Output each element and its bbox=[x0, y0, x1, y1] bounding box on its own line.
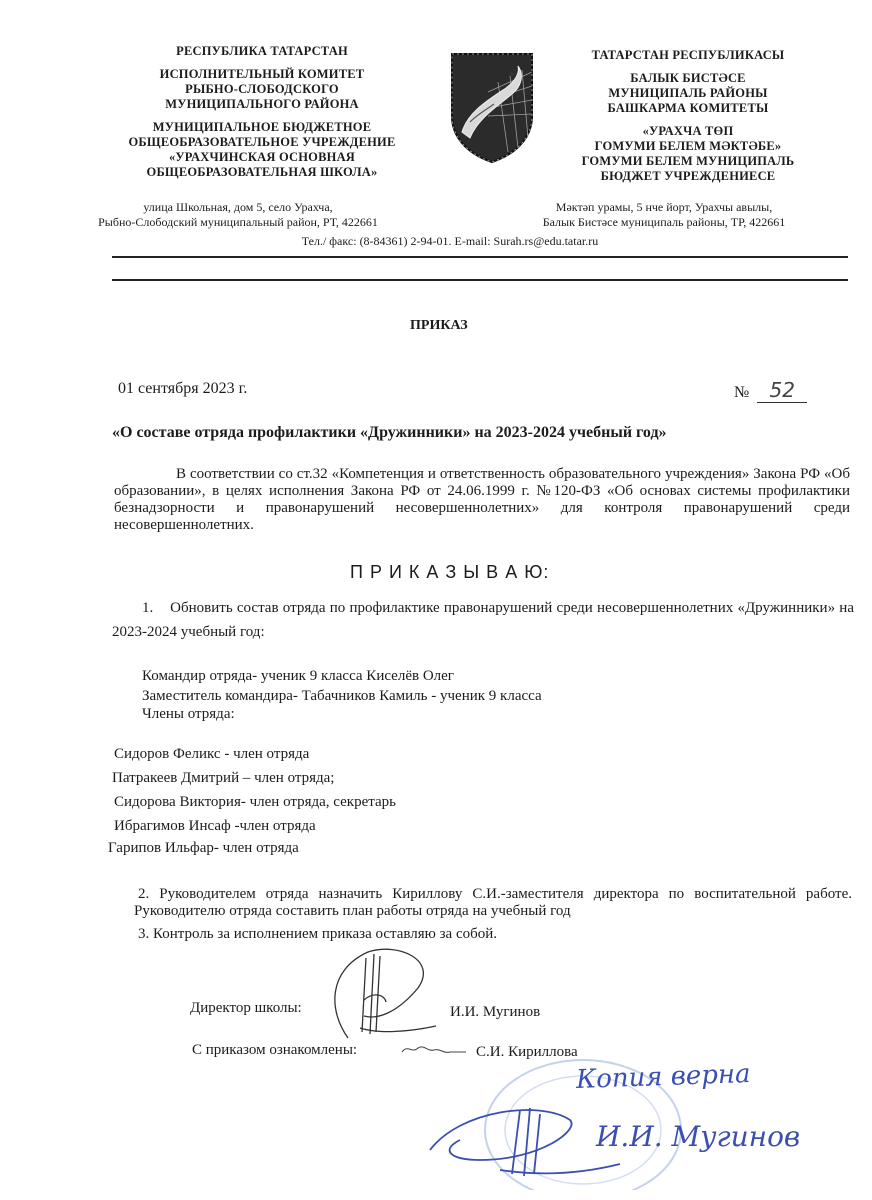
republic-name-ru: РЕСПУБЛИКА ТАТАРСТАН bbox=[176, 44, 348, 58]
item-1-text: Обновить состав отряда по профилактике правонарушений среди несовершеннолетних «Дружинники» на 2023-2024 учебный год: bbox=[112, 600, 854, 640]
institution-tt-line-4: БЮДЖЕТ УЧРЕЖДЕНИЕСЕ bbox=[600, 169, 776, 183]
document-type: ПРИКАЗ bbox=[410, 318, 468, 333]
committee-line-2: РЫБНО-СЛОБОДСКОГО bbox=[185, 82, 339, 96]
order-number bbox=[734, 378, 807, 403]
member-row: Ибрагимов Инсаф -член отряда bbox=[114, 818, 316, 834]
address-right-line-2: Балык Бистәсе муниципаль районы, ТР, 422661 bbox=[542, 215, 786, 229]
committee-tt-line-2: МУНИЦИПАЛЬ РАЙОНЫ bbox=[608, 86, 768, 100]
institution-tt-line-2: ГОМУМИ БЕЛЕМ МӘКТӘБЕ» bbox=[594, 139, 782, 153]
order-date: 01 сентября 2023 г. bbox=[118, 380, 248, 397]
address-left-line-1: улица Школьная, дом 5, село Урахча, bbox=[143, 200, 333, 214]
header-left bbox=[112, 44, 412, 180]
institution-tt-line-1: «УРАХЧА ТӨП bbox=[642, 124, 734, 138]
number-sign: № bbox=[734, 384, 750, 401]
familiarized-name: С.И. Кириллова bbox=[476, 1044, 578, 1060]
institution-line-4: ОБЩЕОБРАЗОВАТЕЛЬНАЯ ШКОЛА» bbox=[146, 165, 378, 179]
item-2-paragraph: 2. Руководителем отряда назначить Кириллову С.И.-заместителя директора по воспитательной работе. Руководителю отряда составить план работы отряда на учебный год bbox=[134, 886, 852, 919]
member-row: Сидорова Виктория- член отряда, секретарь bbox=[114, 794, 396, 810]
committee-tt-line-3: БАШКАРМА КОМИТЕТЫ bbox=[607, 101, 769, 115]
deputy-line: Заместитель командира- Табачников Камиль - ученик 9 класса bbox=[142, 688, 542, 704]
committee-line-1: ИСПОЛНИТЕЛЬНЫЙ КОМИТЕТ bbox=[159, 67, 365, 81]
committee-line-3: МУНИЦИПАЛЬНОГО РАЙОНА bbox=[165, 97, 359, 111]
header-divider-top bbox=[112, 256, 848, 258]
item-1-number: 1. bbox=[142, 600, 154, 616]
copy-certified-note: Копия верна bbox=[575, 1058, 752, 1096]
institution-tt-line-3: ГОМУМИ БЕЛЕМ МУНИЦИПАЛЬ bbox=[581, 154, 795, 168]
commander-line: Командир отряда- ученик 9 класса Киселёв Олег bbox=[142, 668, 454, 684]
header-right bbox=[518, 48, 858, 184]
address-right bbox=[494, 200, 834, 230]
item-1 bbox=[112, 596, 854, 644]
address-left-line-2: Рыбно-Слободский муниципальный район, РТ, 422661 bbox=[98, 215, 378, 229]
contacts-line: Тел./ факс: (8-84361) 2-94-01. E-mail: Surah.rs@edu.tatar.ru bbox=[301, 234, 599, 248]
header-divider-bottom bbox=[112, 279, 848, 281]
director-signature-image bbox=[268, 940, 468, 1050]
member-row: Патракеев Дмитрий – член отряда; bbox=[112, 770, 335, 786]
institution-line-3: «УРАХЧИНСКАЯ ОСНОВНАЯ bbox=[168, 150, 356, 164]
handwritten-number: 52 bbox=[757, 378, 807, 403]
director-label: Директор школы: bbox=[190, 1000, 302, 1016]
institution-line-2: ОБЩЕОБРАЗОВАТЕЛЬНОЕ УЧРЕЖДЕНИЕ bbox=[128, 135, 396, 149]
familiarized-label: С приказом ознакомлены: bbox=[192, 1042, 358, 1058]
address-right-line-1: Мәктәп урамы, 5 нче йорт, Урахчы авылы, bbox=[555, 200, 773, 214]
member-row: Гарипов Ильфар- член отряда bbox=[108, 840, 299, 856]
item-3-paragraph: 3. Контроль за исполнением приказа оставляю за собой. bbox=[138, 926, 498, 942]
familiarized-initial-image bbox=[400, 1040, 470, 1060]
director-name: И.И. Мугинов bbox=[450, 1004, 541, 1020]
copy-signature-name: И.И. Мугинов bbox=[596, 1120, 801, 1153]
republic-name-tt: ТАТАРСТАН РЕСПУБЛИКАСЫ bbox=[591, 48, 785, 62]
member-row: Сидоров Феликс - член отряда bbox=[114, 746, 310, 762]
institution-line-1: МУНИЦИПАЛЬНОЕ БЮДЖЕТНОЕ bbox=[152, 120, 372, 134]
order-heading: П Р И К А З Ы В А Ю: bbox=[350, 562, 550, 582]
coat-of-arms-emblem bbox=[448, 52, 536, 164]
document-title: «О составе отряда профилактики «Дружинники» на 2023-2024 учебный год» bbox=[112, 424, 667, 441]
preamble-paragraph: В соответствии со ст.32 «Компетенция и ответственность образовательного учреждения» Закона РФ «Об образовании», в целях исполнения Закона РФ от 24.06.1999 г. №120-ФЗ «Об основах системы профилактики безнадзорности и правонарушений несовершеннолетних» для контроля правонарушений среди несовершеннолетних. bbox=[114, 466, 850, 533]
address-left bbox=[88, 200, 388, 230]
members-label: Члены отряда: bbox=[142, 706, 235, 722]
committee-tt-line-1: БАЛЫК БИСТӘСЕ bbox=[630, 71, 746, 85]
